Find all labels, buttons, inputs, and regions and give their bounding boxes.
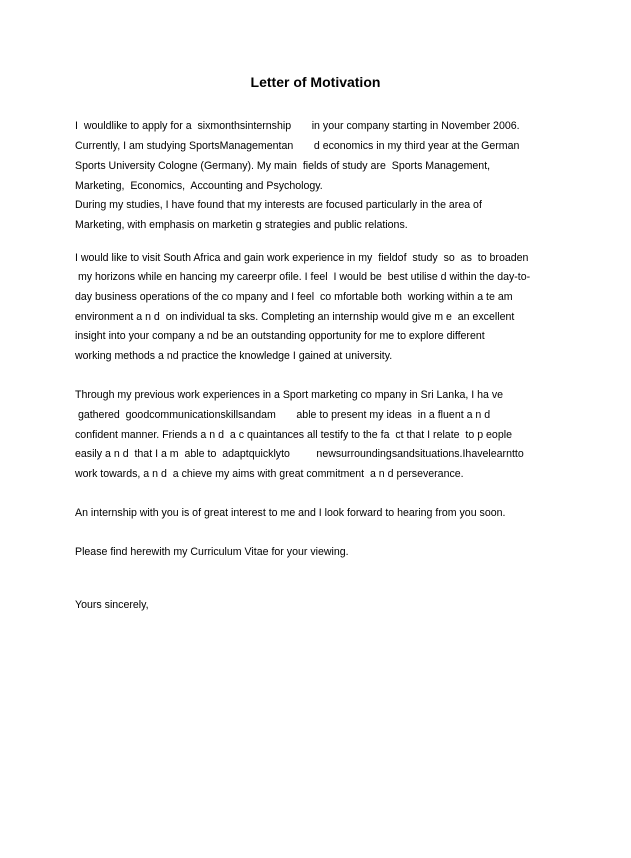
paragraph-1-line-3: Sports University Cologne (Germany). My main fields of study are Sports Management, [75, 160, 491, 172]
paragraph-1-line-2: Currently, I am studying SportsManagementan d economics in my third year at the German [75, 140, 520, 152]
closing-salutation: Yours sincerely, [75, 599, 149, 611]
paragraph-2-line-3: day business operations of the co mpany and I feel co mfortable both working within a te am [75, 291, 513, 303]
document-title: Letter of Motivation [250, 74, 381, 90]
paragraph-5-line-1: Please find herewith my Curriculum Vitae for your viewing. [75, 546, 349, 558]
paragraph-3-line-5: work towards, a n d a chieve my aims with great commitment a n d perseverance. [75, 468, 464, 480]
paragraph-4-line-1: An internship with you is of great interest to me and I look forward to hearing from you soon. [75, 507, 506, 519]
paragraph-2-line-4: environment a n d on individual ta sks. Completing an internship would give m e an excellent [75, 311, 515, 323]
paragraph-2-line-2: my horizons while en hancing my careerpr ofile. I feel I would be best utilise d within the day-to- [75, 271, 531, 283]
paragraph-3-line-1: Through my previous work experiences in a Sport marketing co mpany in Sri Lanka, I ha ve [75, 389, 504, 401]
paragraph-2-line-6: working methods a nd practice the knowledge I gained at university. [75, 350, 393, 362]
paragraph-3-line-4: easily a n d that I a m able to adaptquicklyto newsurroundingsandsituations.Ihavelearntto [75, 448, 524, 460]
paragraph-2-line-5: insight into your company a nd be an outstanding opportunity for me to explore different [75, 330, 485, 342]
paragraph-1-line-1: I wouldlike to apply for a sixmonthsinternship in your company starting in November 2006. [75, 120, 520, 132]
paragraph-1-line-6: Marketing, with emphasis on marketin g strategies and public relations. [75, 219, 408, 231]
paragraph-1-line-5: During my studies, I have found that my interests are focused particularly in the area of [75, 199, 482, 211]
paragraph-1-line-4: Marketing, Economics, Accounting and Psychology. [75, 180, 323, 192]
paragraph-2-line-1: I would like to visit South Africa and gain work experience in my fieldof study so as to broaden [75, 252, 529, 264]
paragraph-3-line-3: confident manner. Friends a n d a c quaintances all testify to the fa ct that I relate to p eople [75, 429, 512, 441]
paragraph-3-line-2: gathered goodcommunicationskillsandam able to present my ideas in a fluent a n d [75, 409, 491, 421]
